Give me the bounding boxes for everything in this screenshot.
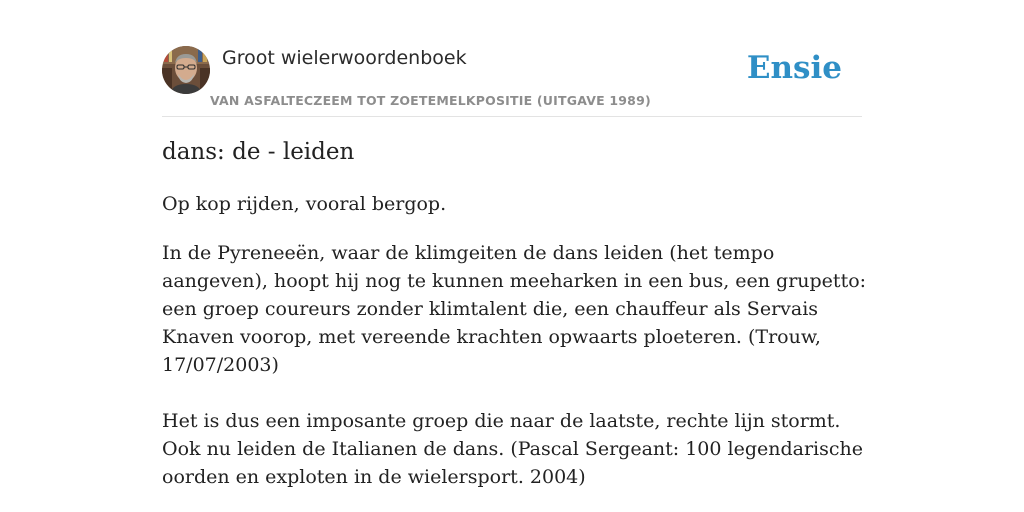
example-quote: In de Pyreneeën, waar de klimgeiten de dans leiden (het tempo aangeven), hoopt hij nog te kunnen meeharken in een bus, een grupetto: een groep coureurs zonder klimtalent die, een chauffeur als Servais Knaven voorop, met vereende krachten opwaarts ploeteren. (Trouw, 17/07/2003) [162, 242, 867, 376]
entry-title: dans: de - leiden [162, 139, 355, 165]
book-subtitle: VAN ASFALTECZEEM TOT ZOETEMELKPOSITIE (UITGAVE 1989) [210, 93, 651, 108]
book-title[interactable]: Groot wielerwoordenboek [222, 47, 467, 69]
ensie-logo[interactable]: Ensie [746, 50, 842, 86]
author-avatar[interactable] [162, 46, 210, 94]
entry-definition: Op kop rijden, vooral bergop. [162, 193, 447, 215]
avatar-photo [162, 46, 210, 94]
example-quote: Het is dus een imposante groep die naar de laatste, rechte lijn stormt. Ook nu leiden de Italianen de dans. (Pascal Sergeant: 100 legendarische oorden en exploten in de wielersport. 2004) [162, 410, 864, 488]
entry-examples [162, 239, 867, 512]
header [162, 46, 862, 117]
